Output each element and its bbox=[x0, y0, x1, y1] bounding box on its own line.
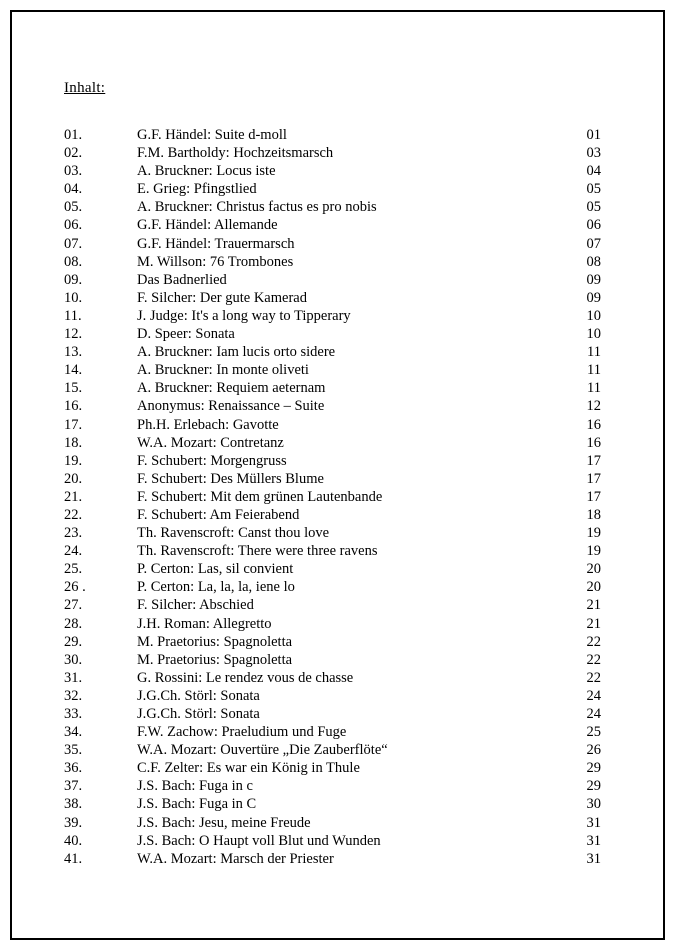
toc-entry-page: 24 bbox=[586, 706, 601, 722]
toc-entry-number: 15. bbox=[64, 380, 83, 397]
toc-entry-title: J.S. Bach: Jesu, meine Freude bbox=[137, 814, 311, 831]
toc-entry-page: 25 bbox=[586, 724, 601, 741]
toc-entry-page: 16 bbox=[586, 416, 601, 433]
toc-entry-page: 26 bbox=[586, 742, 601, 759]
toc-entry-page: 19 bbox=[586, 525, 601, 542]
toc-row bbox=[64, 651, 663, 669]
toc-entry-title: D. Speer: Sonata bbox=[137, 326, 235, 343]
toc-entry-number: 04. bbox=[64, 181, 83, 198]
toc-entry-page: 22 bbox=[586, 651, 601, 668]
toc-entry-page: 16 bbox=[586, 434, 601, 451]
toc-entry-number: 34. bbox=[64, 724, 83, 741]
toc-entry-title: G. Rossini: Le rendez vous de chasse bbox=[137, 669, 354, 686]
toc-entry-number: 03. bbox=[64, 163, 83, 180]
toc-row bbox=[64, 832, 663, 850]
toc-entry-title: P. Certon: La, la, la, iene lo bbox=[137, 579, 295, 596]
toc-entry-number: 38. bbox=[64, 796, 83, 813]
toc-row bbox=[64, 343, 663, 361]
toc-entry-title: A. Bruckner: Iam lucis orto sidere bbox=[137, 344, 336, 361]
toc-entry-page: 31 bbox=[586, 850, 601, 867]
toc-entry-number: 10. bbox=[64, 289, 83, 306]
toc-entry-number: 21. bbox=[64, 488, 83, 505]
toc-row bbox=[64, 615, 663, 633]
toc-row bbox=[64, 216, 663, 234]
toc-row bbox=[64, 669, 663, 687]
toc-entry-title: F. Schubert: Des Müllers Blume bbox=[137, 470, 324, 487]
toc-entry-title: A. Bruckner: Locus iste bbox=[137, 163, 276, 180]
toc-entry-page: 12 bbox=[586, 398, 601, 415]
toc-entry-title: J.S. Bach: O Haupt voll Blut und Wunden bbox=[137, 832, 381, 849]
toc-entry-number: 41. bbox=[64, 850, 83, 867]
toc-entry-number: 26 . bbox=[64, 579, 86, 596]
toc-entry-page: 05 bbox=[586, 181, 601, 198]
toc-row bbox=[64, 578, 663, 596]
toc-entry-page: 22 bbox=[586, 669, 601, 686]
toc-row bbox=[64, 560, 663, 578]
toc-row bbox=[64, 379, 663, 397]
toc-entry-number: 28. bbox=[64, 615, 83, 632]
toc-entry-page: 21 bbox=[586, 597, 601, 614]
toc-entry-page: 29 bbox=[586, 760, 601, 777]
toc-entry-number: 07. bbox=[64, 235, 83, 252]
toc-entry-page: 01 bbox=[586, 127, 601, 143]
toc-entry-number: 05. bbox=[64, 199, 83, 216]
toc-list bbox=[64, 126, 663, 868]
toc-entry-number: 30. bbox=[64, 651, 83, 668]
toc-entry-title: J.G.Ch. Störl: Sonata bbox=[137, 706, 260, 722]
toc-entry-number: 23. bbox=[64, 525, 83, 542]
toc-entry-title: F.W. Zachow: Praeludium und Fuge bbox=[137, 724, 347, 741]
toc-row bbox=[64, 235, 663, 253]
toc-entry-page: 17 bbox=[586, 470, 601, 487]
toc-entry-number: 11. bbox=[64, 307, 82, 324]
toc-row bbox=[64, 506, 663, 524]
toc-entry-number: 36. bbox=[64, 760, 83, 777]
toc-entry-title: F. Silcher: Abschied bbox=[137, 597, 254, 614]
toc-entry-page: 05 bbox=[586, 199, 601, 216]
toc-entry-title: Anonymus: Renaissance – Suite bbox=[137, 398, 325, 415]
toc-entry-number: 35. bbox=[64, 742, 83, 759]
toc-entry-title: E. Grieg: Pfingstlied bbox=[137, 181, 257, 198]
toc-entry-number: 16. bbox=[64, 398, 83, 415]
toc-entry-page: 06 bbox=[586, 217, 601, 234]
toc-entry-page: 17 bbox=[586, 488, 601, 505]
toc-entry-number: 33. bbox=[64, 706, 83, 722]
toc-entry-number: 31. bbox=[64, 669, 83, 686]
toc-entry-page: 10 bbox=[586, 307, 601, 324]
toc-entry-number: 29. bbox=[64, 633, 83, 650]
toc-row bbox=[64, 271, 663, 289]
toc-row bbox=[64, 470, 663, 488]
toc-entry-title: A. Bruckner: Christus factus es pro nobis bbox=[137, 199, 377, 216]
toc-entry-title: G.F. Händel: Allemande bbox=[137, 217, 278, 234]
toc-entry-title: C.F. Zelter: Es war ein König in Thule bbox=[137, 760, 360, 777]
toc-entry-title: W.A. Mozart: Marsch der Priester bbox=[137, 850, 334, 867]
toc-entry-title: J.S. Bach: Fuga in C bbox=[137, 796, 257, 813]
toc-entry-title: J. Judge: It's a long way to Tipperary bbox=[137, 307, 351, 324]
toc-row bbox=[64, 452, 663, 470]
toc-entry-title: J.H. Roman: Allegretto bbox=[137, 615, 272, 632]
toc-entry-title: W.A. Mozart: Contretanz bbox=[137, 434, 284, 451]
toc-row bbox=[64, 416, 663, 434]
toc-row bbox=[64, 633, 663, 651]
toc-entry-number: 27. bbox=[64, 597, 83, 614]
toc-row bbox=[64, 850, 663, 868]
toc-row bbox=[64, 687, 663, 705]
toc-entry-title: Ph.H. Erlebach: Gavotte bbox=[137, 416, 279, 433]
toc-entry-title: M. Praetorius: Spagnoletta bbox=[137, 633, 293, 650]
toc-entry-number: 08. bbox=[64, 253, 83, 270]
toc-entry-page: 21 bbox=[586, 615, 601, 632]
toc-entry-page: 11 bbox=[587, 362, 601, 379]
toc-entry-title: M. Willson: 76 Trombones bbox=[137, 253, 294, 270]
toc-entry-title: J.S. Bach: Fuga in c bbox=[137, 778, 253, 795]
toc-entry-title: Das Badnerlied bbox=[137, 271, 227, 288]
toc-entry-title: A. Bruckner: Requiem aeternam bbox=[137, 380, 326, 397]
toc-entry-number: 19. bbox=[64, 452, 83, 469]
toc-entry-page: 17 bbox=[586, 452, 601, 469]
toc-row bbox=[64, 162, 663, 180]
toc-entry-number: 32. bbox=[64, 687, 83, 704]
toc-entry-page: 30 bbox=[586, 796, 601, 813]
toc-entry-title: G.F. Händel: Suite d-moll bbox=[137, 127, 287, 143]
toc-entry-title: F. Schubert: Mit dem grünen Lautenbande bbox=[137, 488, 383, 505]
toc-entry-number: 37. bbox=[64, 778, 83, 795]
page-frame bbox=[10, 10, 665, 940]
toc-row bbox=[64, 325, 663, 343]
toc-entry-page: 03 bbox=[586, 145, 601, 162]
toc-entry-title: J.G.Ch. Störl: Sonata bbox=[137, 687, 260, 704]
toc-entry-page: 10 bbox=[586, 326, 601, 343]
toc-entry-number: 25. bbox=[64, 561, 83, 578]
toc-entry-number: 39. bbox=[64, 814, 83, 831]
toc-row bbox=[64, 434, 663, 452]
toc-entry-title: F. Schubert: Morgengruss bbox=[137, 452, 287, 469]
toc-row bbox=[64, 524, 663, 542]
toc-entry-page: 11 bbox=[587, 344, 601, 361]
toc-row bbox=[64, 361, 663, 379]
toc-row bbox=[64, 144, 663, 162]
toc-row bbox=[64, 777, 663, 795]
toc-row bbox=[64, 814, 663, 832]
toc-row bbox=[64, 741, 663, 759]
toc-entry-title: G.F. Händel: Trauermarsch bbox=[137, 235, 295, 252]
toc-entry-title: Th. Ravenscroft: Canst thou love bbox=[137, 525, 330, 542]
toc-entry-number: 20. bbox=[64, 470, 83, 487]
toc-row bbox=[64, 126, 663, 144]
toc-entry-page: 22 bbox=[586, 633, 601, 650]
toc-entry-title: F.M. Bartholdy: Hochzeitsmarsch bbox=[137, 145, 334, 162]
toc-entry-number: 02. bbox=[64, 145, 83, 162]
toc-row bbox=[64, 180, 663, 198]
toc-entry-number: 18. bbox=[64, 434, 83, 451]
toc-entry-number: 17. bbox=[64, 416, 83, 433]
toc-entry-page: 08 bbox=[586, 253, 601, 270]
toc-entry-number: 06. bbox=[64, 217, 83, 234]
toc-row bbox=[64, 253, 663, 271]
toc-row bbox=[64, 705, 663, 723]
toc-entry-title: A. Bruckner: In monte oliveti bbox=[137, 362, 309, 379]
toc-row bbox=[64, 759, 663, 777]
toc-entry-page: 07 bbox=[586, 235, 601, 252]
toc-entry-page: 19 bbox=[586, 543, 601, 560]
toc-entry-number: 13. bbox=[64, 344, 83, 361]
toc-row bbox=[64, 795, 663, 813]
toc-entry-page: 18 bbox=[586, 506, 601, 523]
toc-entry-page: 09 bbox=[586, 271, 601, 288]
toc-entry-number: 40. bbox=[64, 832, 83, 849]
toc-entry-page: 31 bbox=[586, 832, 601, 849]
toc-entry-title: Th. Ravenscroft: There were three ravens bbox=[137, 543, 378, 560]
toc-row bbox=[64, 488, 663, 506]
toc-row bbox=[64, 542, 663, 560]
toc-row bbox=[64, 596, 663, 614]
toc-entry-number: 22. bbox=[64, 506, 83, 523]
toc-entry-number: 24. bbox=[64, 543, 83, 560]
toc-row bbox=[64, 289, 663, 307]
toc-row bbox=[64, 723, 663, 741]
toc-entry-page: 20 bbox=[586, 561, 601, 578]
page-content bbox=[12, 12, 663, 868]
toc-entry-page: 29 bbox=[586, 778, 601, 795]
toc-entry-number: 09. bbox=[64, 271, 83, 288]
toc-entry-title: P. Certon: Las, sil convient bbox=[137, 561, 294, 578]
toc-entry-title: M. Praetorius: Spagnoletta bbox=[137, 651, 293, 668]
toc-entry-page: 04 bbox=[586, 163, 601, 180]
page-title: Inhalt: bbox=[64, 80, 106, 96]
toc-entry-number: 01. bbox=[64, 127, 83, 143]
toc-entry-title: F. Silcher: Der gute Kamerad bbox=[137, 289, 307, 306]
toc-entry-title: W.A. Mozart: Ouvertüre „Die Zauberflöte“ bbox=[137, 742, 388, 759]
toc-row bbox=[64, 198, 663, 216]
toc-row bbox=[64, 397, 663, 415]
toc-entry-page: 20 bbox=[586, 579, 601, 596]
toc-entry-title: F. Schubert: Am Feierabend bbox=[137, 506, 300, 523]
toc-entry-page: 09 bbox=[586, 289, 601, 306]
toc-entry-number: 14. bbox=[64, 362, 83, 379]
toc-entry-page: 11 bbox=[587, 380, 601, 397]
toc-entry-page: 24 bbox=[586, 687, 601, 704]
toc-row bbox=[64, 307, 663, 325]
toc-entry-number: 12. bbox=[64, 326, 83, 343]
toc-entry-page: 31 bbox=[586, 814, 601, 831]
